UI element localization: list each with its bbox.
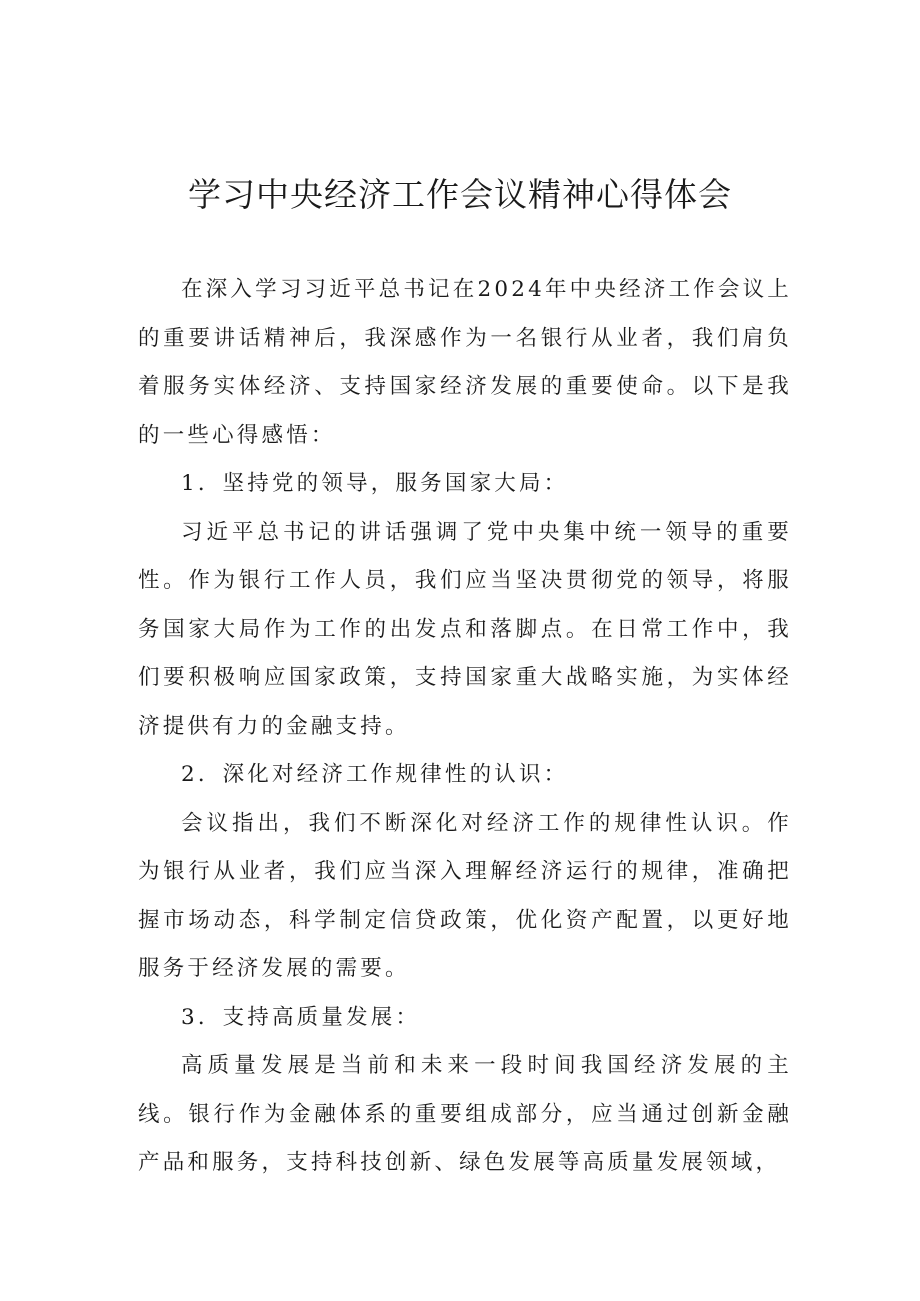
section-heading-1: 1．坚持党的领导，服务国家大局： [181,471,569,496]
section-heading-2: 2．深化对经济工作规律性的认识： [181,762,569,787]
intro-paragraph: 在深入学习习近平总书记在2024年中央经济工作会议上的重要讲话精神后，我深感作为一名银行从业者，我们肩负着服务实体经济、支持国家经济发展的重要使命。以下是我的一些心得感悟： [138,277,792,448]
section-paragraph-2: 会议指出，我们不断深化对经济工作的规律性认识。作为银行从业者，我们应当深入理解经济运行的规律，准确把握市场动态，科学制定信贷政策，优化资产配置，以更好地服务于经济发展的需要。 [138,810,792,981]
section-heading-3: 3．支持高质量发展： [181,1004,421,1030]
section-paragraph-3: 高质量发展是当前和未来一段时间我国经济发展的主线。银行作为金融体系的重要组成部分，应当通过创新金融产品和服务，支持科技创新、绿色发展等高质量发展领域， [138,1053,792,1175]
section-paragraph-1: 习近平总书记的讲话强调了党中央集中统一领导的重要性。作为银行工作人员，我们应当坚决贯彻党的领导，将服务国家大局作为工作的出发点和落脚点。在日常工作中，我们要积极响应国家政策，支持国家重大战略实施，为实体经济提供有力的金融支持。 [138,519,792,739]
document-title: 学习中央经济工作会议精神心得体会 [188,175,732,214]
document-body [138,266,792,1188]
